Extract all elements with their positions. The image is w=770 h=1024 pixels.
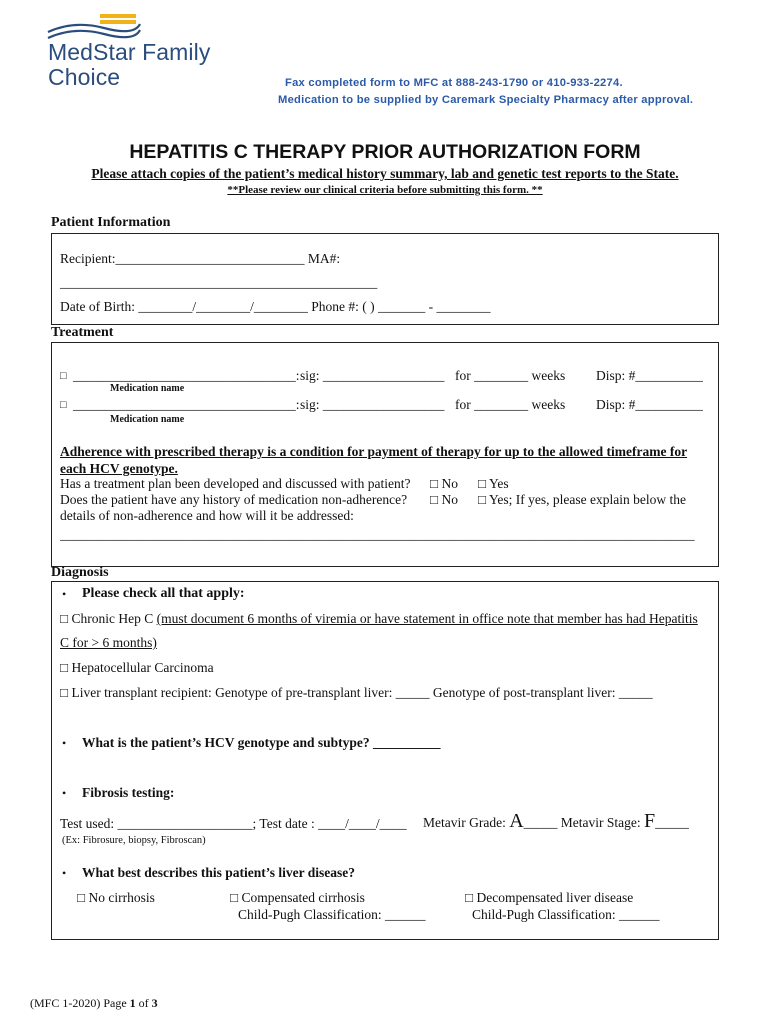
compensated-cirrhosis-option[interactable]: □ Compensated cirrhosis [230,890,365,905]
treatment-plan-question: Has a treatment plan been developed and discussed with patient? [60,476,411,491]
footer-page-total: 3 [151,996,158,1010]
bullet-icon: • [62,587,67,601]
weeks-field-1[interactable]: for ________ weeks [455,368,566,383]
liver-disease-question: What best describes this patient’s liver disease? [82,865,355,880]
test-examples-caption: (Ex: Fibrosure, biopsy, Fibroscan) [62,835,206,846]
metavir-grade-blank: _____ [523,815,558,830]
ma-blank-field[interactable]: _______________________________________________ [60,275,378,290]
medication-name-field-1[interactable]: _________________________________: [73,368,300,383]
fax-instruction: Fax completed form to MFC at 888-243-1790 or 410-933-2274. [285,77,623,89]
metavir-grade-label: Metavir Grade: [423,815,506,830]
fibrosis-question: Fibrosis testing: [82,785,175,800]
metavir-stage-label: Metavir Stage: [560,815,641,830]
treatment-plan-no-checkbox[interactable]: □ No [430,476,459,491]
sig-field-1[interactable]: sig: __________________ [300,368,445,383]
recipient-field[interactable]: Recipient:____________________________ MA#: [60,251,341,266]
test-used-field[interactable]: Test used: ____________________; Test date : ____/____/____ [60,816,407,831]
check-all-label: Please check all that apply: [82,586,245,601]
medication-checkbox-2[interactable]: □ [60,399,67,411]
logo-line-2: Choice [48,64,121,90]
logo-wordmark [48,40,210,90]
treatment-plan-yes-checkbox[interactable]: □ Yes [478,476,509,491]
decompensated-option[interactable]: □ Decompensated liver disease [465,890,634,905]
treatment-heading: Treatment [51,325,114,340]
transplant-option[interactable]: □ Liver transplant recipient: Genotype of pre-transplant liver: _____ Genotype of post-transplant liver: _____ [60,685,653,700]
metavir-grade-letter: A [509,810,524,832]
medication-name-caption-1: Medication name [110,383,185,394]
medication-name-field-2[interactable]: _________________________________: [73,397,300,412]
adherence-line-1: Adherence with prescribed therapy is a condition for payment of therapy for up to the allowed timeframe for [60,444,688,459]
chronic-hepc-option[interactable] [60,611,698,627]
disp-field-1[interactable]: Disp: #__________ [596,368,703,383]
footer-page-number: 1 [129,996,136,1010]
genotype-question[interactable]: What is the patient’s HCV genotype and subtype? __________ [82,735,441,750]
dob-phone-field[interactable]: Date of Birth: ________/________/________ Phone #: ( ) _______ - ________ [60,299,491,314]
diagnosis-heading: Diagnosis [51,565,109,580]
no-cirrhosis-option[interactable]: □ No cirrhosis [77,890,155,905]
adherence-line-2: each HCV genotype. [60,461,178,476]
bullet-icon: • [62,786,67,800]
metavir-grade-field[interactable] [423,810,689,833]
decompensated-child-pugh-field[interactable]: Child-Pugh Classification: ______ [472,907,660,922]
nonadherence-question: Does the patient have any history of medication non-adherence? [60,492,408,507]
form-title: HEPATITIS C THERAPY PRIOR AUTHORIZATION FORM [129,141,641,163]
metavir-stage-blank: _____ [655,815,689,830]
chronic-hepc-label: □ Chronic Hep C [60,611,157,626]
chronic-hepc-requirement-cont: C for > 6 months) [60,635,157,650]
footer-of: of [135,996,152,1010]
page-footer [30,996,158,1011]
nonadherence-no-checkbox[interactable]: □ No [430,492,459,507]
weeks-field-2[interactable]: for ________ weeks [455,397,566,412]
medication-name-caption-2: Medication name [110,414,185,425]
patient-info-heading: Patient Information [51,215,171,230]
logo-wave-icon [44,14,144,40]
compensated-child-pugh-field[interactable]: Child-Pugh Classification: ______ [238,907,426,922]
bullet-icon: • [62,736,67,750]
nonadherence-details-label: details of non-adherence and how will it be addressed: [60,508,354,523]
footer-prefix: (MFC 1-2020) Page [30,996,130,1010]
nonadherence-details-field[interactable]: ______________________________________________________________________________________________ [60,527,695,542]
logo-line-1: MedStar Family [48,39,211,65]
sig-field-2[interactable]: sig: __________________ [300,397,445,412]
chronic-hepc-requirement: (must document 6 months of viremia or have statement in office note that member has had Hepatitis [156,611,698,626]
hcc-option[interactable]: □ Hepatocellular Carcinoma [60,660,214,675]
disp-field-2[interactable]: Disp: #__________ [596,397,703,412]
form-subtitle: Please attach copies of the patient’s medical history summary, lab and genetic test reports to the State. [91,166,679,181]
bullet-icon: • [62,866,67,880]
adherence-statement [60,443,720,477]
review-note: **Please review our clinical criteria before submitting this form. ** [227,184,543,196]
pharmacy-instruction: Medication to be supplied by Caremark Specialty Pharmacy after approval. [278,94,694,106]
metavir-stage-letter: F [644,810,656,832]
medication-checkbox-1[interactable]: □ [60,370,67,382]
nonadherence-yes-checkbox[interactable]: □ Yes; If yes, please explain below the [478,492,686,507]
